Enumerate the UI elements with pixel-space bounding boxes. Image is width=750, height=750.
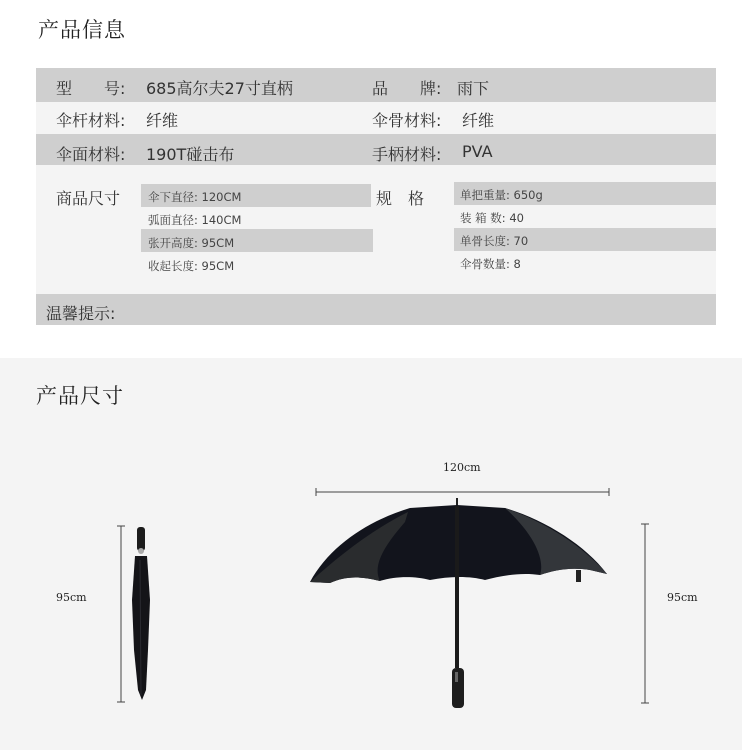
size-item: 收起长度: 95CM: [148, 259, 235, 273]
size-item: 张开高度: 95CM: [148, 236, 235, 250]
canopy-material-value: 190T碰击布: [146, 145, 235, 164]
closed-height-label: 95cm: [56, 591, 87, 604]
brand-label: 品 牌:: [372, 79, 442, 98]
model-label: 型 号:: [56, 79, 126, 98]
spec-item: 单骨长度: 70: [460, 234, 529, 248]
shaft-material-value: 纤维: [146, 111, 179, 130]
spec-item: 单把重量: 650g: [460, 188, 543, 202]
canopy-material-label: 伞面材料:: [56, 145, 126, 164]
open-umbrella: [310, 498, 607, 708]
size-item: 伞下直径: 120CM: [148, 190, 242, 204]
rib-material-label: 伞骨材料:: [372, 111, 442, 130]
product-info-title: 产品信息: [38, 18, 126, 42]
product-size-title: 产品尺寸: [36, 384, 124, 408]
width-label: 120cm: [443, 461, 481, 474]
width-dimension: [316, 488, 609, 496]
product-size-label: 商品尺寸: [56, 189, 121, 208]
tips-label: 温馨提示:: [46, 304, 116, 323]
open-height-label: 95cm: [667, 591, 698, 604]
open-height-dimension: [641, 524, 649, 703]
spec-label: 规 格: [376, 189, 425, 208]
shaft-material-label: 伞杆材料:: [56, 111, 126, 130]
spec-item: 装 箱 数: 40: [460, 211, 524, 225]
closed-umbrella: [117, 526, 150, 702]
rib-material-value: 纤维: [462, 111, 495, 130]
model-value: 685高尔夫27寸直柄: [146, 79, 293, 98]
handle-material-value: PVA: [462, 142, 493, 161]
size-item: 弧面直径: 140CM: [148, 213, 242, 227]
brand-value: 雨下: [457, 79, 490, 98]
handle-material-label: 手柄材料:: [372, 145, 442, 164]
spec-item: 伞骨数量: 8: [460, 257, 521, 271]
